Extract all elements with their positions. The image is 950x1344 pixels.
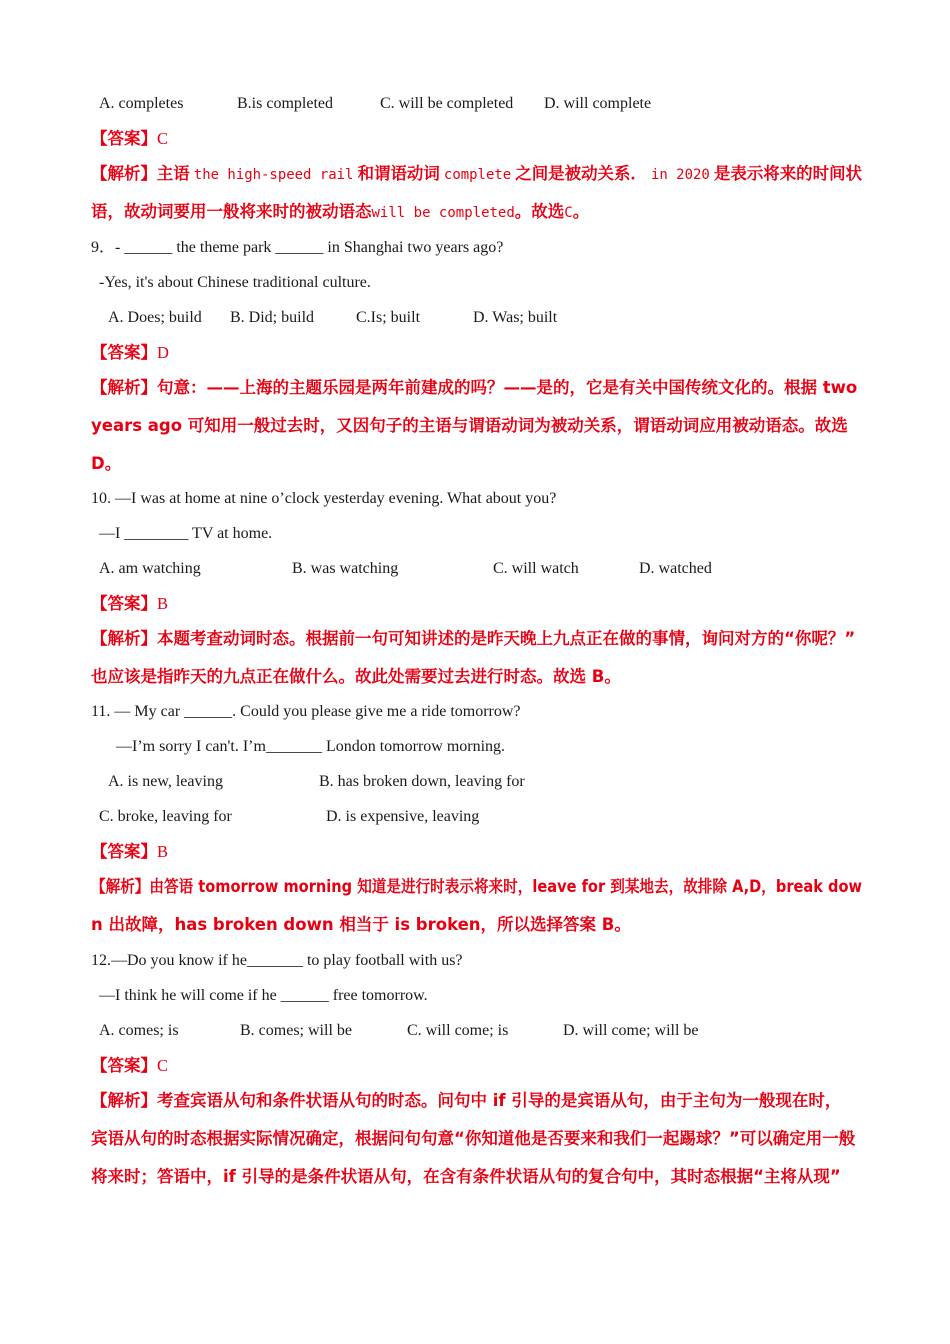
answer-value: C bbox=[157, 129, 169, 148]
explanation-text: 句意：——上海的主题乐园是两年前建成的吗？——是的，它是有关中国传统文化的。根据 two bbox=[157, 378, 858, 397]
q9-option-c: C.Is; built bbox=[356, 309, 421, 326]
q10-explanation-line-1 bbox=[91, 629, 855, 649]
answer-label: 【答案】 bbox=[91, 129, 157, 148]
q12-question: 12.—Do you know if he_______ to play football with us? bbox=[91, 952, 463, 969]
q10-option-c: C. will watch bbox=[493, 560, 579, 577]
q8-explanation-line-1 bbox=[91, 164, 862, 185]
q12-option-a: A. comes; is bbox=[99, 1022, 179, 1039]
explanation-code: the high-speed rail bbox=[193, 167, 354, 183]
answer-label: 【答案】 bbox=[91, 842, 157, 861]
explanation-text: 本题考查动词时态。根据前一句可知讲述的是昨天晚上九点正在做的事情，询问对方的“你呢？” bbox=[157, 629, 856, 648]
q8-option-d: D. will complete bbox=[544, 95, 652, 112]
explanation-text: 。 bbox=[572, 202, 590, 221]
explanation-code: will be completed bbox=[371, 205, 515, 221]
q8-answer bbox=[91, 129, 168, 149]
q9-explanation-line-2: years ago 可知用一般过去时，又因句子的主语与谓语动词为被动关系，谓语动词应用被动语态。故选 bbox=[91, 416, 848, 435]
q9-reply: -Yes, it's about Chinese traditional culture. bbox=[99, 274, 371, 291]
answer-value: D bbox=[157, 343, 169, 362]
q9-option-a: A. Does; build bbox=[108, 309, 202, 326]
q10-answer bbox=[91, 594, 168, 614]
q9-answer bbox=[91, 343, 169, 363]
q9-question: 9．- ______ the theme park ______ in Shanghai two years ago? bbox=[91, 239, 504, 256]
q11-question: 11. — My car ______. Could you please give me a ride tomorrow? bbox=[91, 703, 521, 720]
answer-value: B bbox=[157, 842, 169, 861]
answer-label: 【答案】 bbox=[91, 343, 157, 362]
q12-option-c: C. will come; is bbox=[407, 1022, 509, 1039]
q12-option-b: B. comes; will be bbox=[240, 1022, 352, 1039]
explanation-text: 主语 bbox=[156, 164, 190, 183]
explanation-code: C bbox=[564, 205, 573, 221]
q11-option-b: B. has broken down, leaving for bbox=[319, 773, 525, 790]
q10-explanation-line-2: 也应该是指昨天的九点正在做什么。故此处需要过去进行时态。故选 B。 bbox=[91, 667, 621, 686]
explanation-text: 和谓语动词 bbox=[357, 164, 440, 183]
explanation-text: 考查宾语从句和条件状语从句的时态。问句中 if 引导的是宾语从句，由于主句为一般现在时， bbox=[157, 1091, 842, 1110]
explanation-text: 之间是被动关系． bbox=[515, 164, 647, 183]
q8-option-a: A. completes bbox=[99, 95, 184, 112]
q8-explanation-line-2 bbox=[91, 202, 589, 223]
q11-reply: —I’m sorry I can't. I’m_______ London tomorrow morning. bbox=[116, 738, 506, 755]
q10-question: 10. —I was at home at nine o’clock yesterday evening. What about you? bbox=[91, 490, 557, 507]
q11-explanation-line-1 bbox=[91, 877, 862, 897]
q10-option-d: D. watched bbox=[639, 560, 712, 577]
q11-explanation-line-2: n 出故障，has broken down 相当于 is broken，所以选择答案 B。 bbox=[91, 915, 631, 934]
explanation-label: 【解析】 bbox=[91, 164, 157, 183]
answer-value: C bbox=[157, 1056, 169, 1075]
q9-explanation-line-1 bbox=[91, 378, 857, 398]
q8-option-b: B.is completed bbox=[237, 95, 333, 112]
q12-explanation-line-1 bbox=[91, 1091, 841, 1111]
q9-explanation-line-3: D。 bbox=[91, 454, 122, 473]
q12-reply: —I think he will come if he ______ free tomorrow. bbox=[99, 987, 428, 1004]
explanation-text: 由答语 tomorrow morning 知道是进行时表示将来时，leave for 到某地去，故排除 A,D，break dow bbox=[149, 877, 863, 896]
explanation-label: 【解析】 bbox=[91, 877, 150, 896]
explanation-code: in 2020 bbox=[650, 167, 710, 183]
explanation-code: complete bbox=[443, 167, 512, 183]
q10-reply: —I ________ TV at home. bbox=[99, 525, 273, 542]
q11-option-c: C. broke, leaving for bbox=[99, 808, 232, 825]
q12-option-d: D. will come; will be bbox=[563, 1022, 699, 1039]
q11-option-a: A. is new, leaving bbox=[108, 773, 223, 790]
q10-option-a: A. am watching bbox=[99, 560, 201, 577]
explanation-label: 【解析】 bbox=[91, 378, 157, 397]
answer-value: B bbox=[157, 594, 169, 613]
explanation-label: 【解析】 bbox=[91, 1091, 157, 1110]
q9-option-b: B. Did; build bbox=[230, 309, 315, 326]
answer-label: 【答案】 bbox=[91, 1056, 157, 1075]
explanation-text: 。故选 bbox=[514, 202, 565, 221]
explanation-text: 语，故动词要用一般将来时的被动语态 bbox=[91, 202, 372, 221]
q12-explanation-line-2: 宾语从句的时态根据实际情况确定，根据问句句意“你知道他是否要来和我们一起踢球？”可以确定用一般 bbox=[91, 1129, 856, 1148]
q12-explanation-line-3: 将来时；答语中，if 引导的是条件状语从句，在含有条件状语从句的复合句中，其时态根据“主将从现” bbox=[91, 1167, 841, 1186]
q8-option-c: C. will be completed bbox=[380, 95, 514, 112]
explanation-text: 是表示将来的时间状 bbox=[713, 164, 862, 183]
q9-option-d: D. Was; built bbox=[473, 309, 558, 326]
explanation-label: 【解析】 bbox=[91, 629, 157, 648]
q11-answer bbox=[91, 842, 168, 862]
q11-option-d: D. is expensive, leaving bbox=[326, 808, 480, 825]
answer-label: 【答案】 bbox=[91, 594, 157, 613]
q12-answer bbox=[91, 1056, 168, 1076]
q10-option-b: B. was watching bbox=[292, 560, 399, 577]
